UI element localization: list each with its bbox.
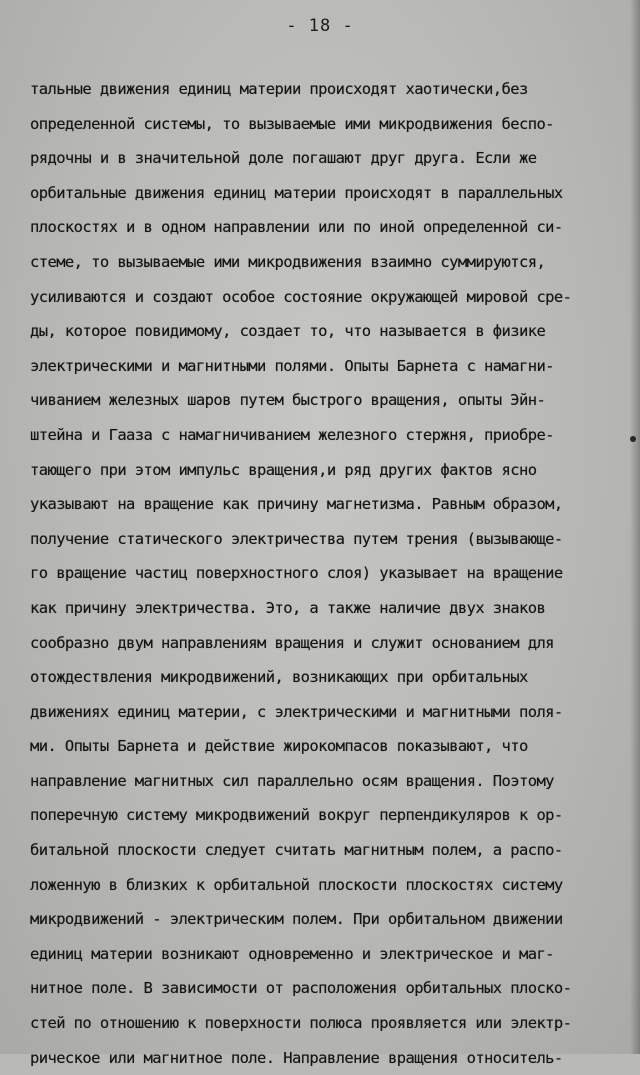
text-line: рядочны и в значительной доле погашают друг друга. Если же [30, 149, 537, 168]
text-line: отождествления микродвижений, возникающих при орбитальных [30, 668, 528, 687]
page-number: - 18 - [286, 16, 354, 36]
text-line: единиц материи возникают одновременно и электрическое и маг- [30, 944, 554, 963]
text-line: стей по отношению к поверхности полюса проявляется или электр- [30, 1014, 572, 1033]
text-line: штейна и Гааза с намагничиванием железного стержня, приобре- [30, 425, 554, 444]
text-line: чиванием железных шаров путем быстрого вращения, опыты Эйн- [30, 391, 546, 410]
text-line: поперечную систему микродвижений вокруг перпендикуляров к ор- [30, 806, 563, 825]
text-line: определенной системы, то вызываемые ими микродвижения беспо- [30, 114, 554, 133]
text-line: движениях единиц материи, с электрическими и магнитными поля- [30, 702, 563, 721]
text-line: получение статического электричества путем трения (вызывающе- [30, 529, 563, 548]
text-line: тающего при этом импульс вращения,и ряд других фактов ясно [30, 460, 537, 479]
text-line: ми. Опыты Барнета и действие жирокомпасов показывают, что [30, 737, 528, 756]
page-edge-shadow [630, 0, 640, 1054]
text-line: нитное поле. В зависимости от расположения орбитальных плоско- [30, 979, 572, 998]
text-line: указывают на вращение как причину магнетизма. Равным образом, [30, 495, 563, 514]
text-line: битальной плоскости следует считать магнитным полем, а распо- [30, 841, 563, 860]
text-line: направление магнитных сил параллельно осям вращения. Поэтому [30, 771, 554, 790]
text-line: ложенную в близких к орбитальной плоскости плоскостях систему [30, 875, 563, 894]
text-line: стеме, то вызываемые ими микродвижения взаимно суммируются, [30, 252, 546, 271]
text-line: как причину электричества. Это, а также наличие двух знаков [30, 598, 546, 617]
body-text [30, 72, 630, 1075]
text-line: ды, которое повидимому, создает то, что называется в физике [30, 322, 546, 341]
text-line: микродвижений - электрическим полем. При орбитальном движении [30, 910, 563, 929]
text-line: орбитальные движения единиц материи происходят в параллельных [30, 183, 563, 202]
text-line: сообразно двум направлениям вращения и служит основанием для [30, 633, 554, 652]
text-line: го вращение частиц поверхностного слоя) указывает на вращение [30, 564, 563, 583]
text-line: электрическими и магнитными полями. Опыты Барнета с намагни- [30, 356, 554, 375]
text-line: тальные движения единиц материи происходят хаотически,без [30, 80, 528, 98]
text-line: усиливаются и создают особое состояние окружающей мировой сре- [30, 287, 572, 306]
text-line: плоскостях и в одном направлении или по иной определенной си- [30, 218, 563, 237]
text-line: рическое или магнитное поле. Направление вращения относитель- [30, 1048, 563, 1067]
